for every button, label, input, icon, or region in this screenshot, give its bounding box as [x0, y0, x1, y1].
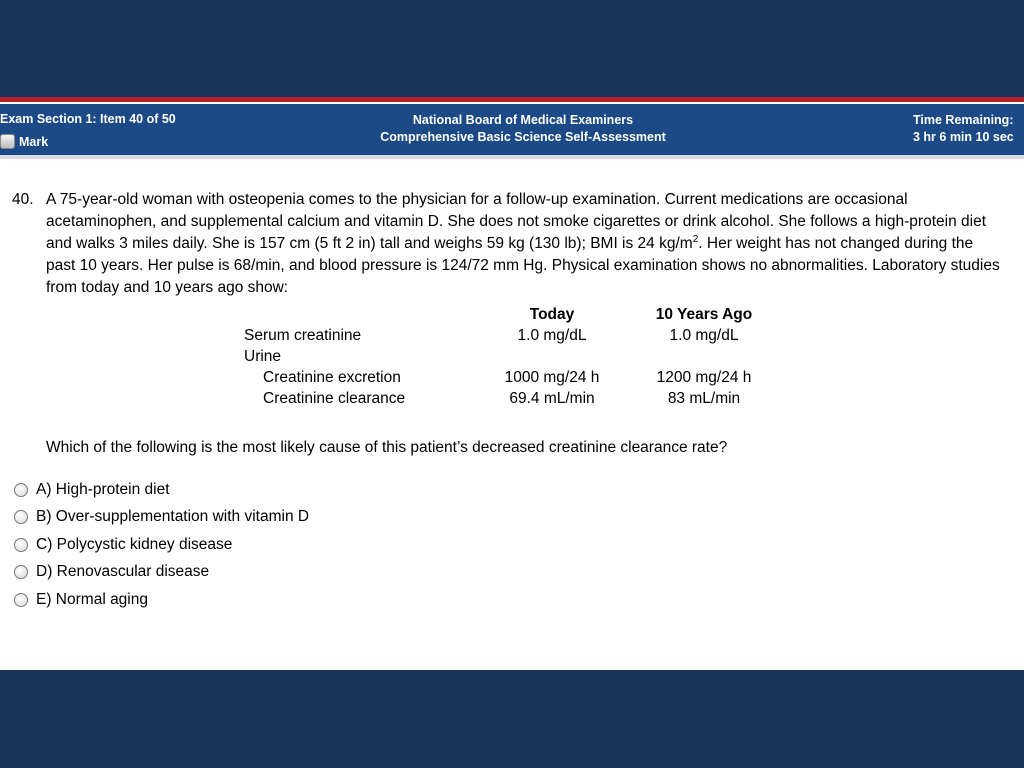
timer: [913, 112, 1014, 146]
stem-part-b: . Her weight has not changed during the past 10 years. Her pulse is 68/min, and blood pressure is 124/72 mm Hg. Physical examination shows no abnormalities. Laboratory studies from today and 10 years ago show:: [46, 235, 1000, 296]
radio-icon[interactable]: [14, 538, 28, 552]
question-stem: [12, 189, 1012, 299]
radio-icon[interactable]: [14, 483, 28, 497]
exam-title: Comprehensive Basic Science Self-Assessment: [380, 130, 666, 144]
answer-option-d[interactable]: [14, 559, 309, 587]
header-today: Today: [529, 305, 575, 323]
row-today: 69.4 mL/min: [509, 389, 595, 407]
item-counter: Exam Section 1: Item 40 of 50: [0, 112, 176, 126]
time-remaining-label: Time Remaining:: [913, 113, 1014, 127]
row-label: Urine: [244, 347, 282, 365]
exam-title-block: [0, 112, 1024, 146]
question-panel: [0, 159, 1024, 670]
option-label[interactable]: C) Polycystic kidney disease: [36, 535, 233, 553]
time-remaining-value: 3 hr 6 min 10 sec: [913, 130, 1014, 144]
row-past: 83 mL/min: [667, 389, 741, 407]
row-label: Creatinine excretion: [263, 368, 401, 386]
stem-superscript: 2: [692, 233, 699, 245]
answer-option-a[interactable]: [14, 476, 309, 504]
table-header-row: [244, 304, 765, 325]
option-label[interactable]: E) Normal aging: [36, 590, 148, 608]
radio-icon[interactable]: [14, 565, 28, 579]
stem-part-a: A 75-year-old woman with osteopenia comes to the physician for a follow-up examination. Current medications are occasional acetaminophen, and supplemental calcium and vitamin D. She does not smoke cigarettes or drink alcohol. She follows a high-protein diet and walks 3 miles daily. She is 157 cm (5 ft 2 in) tall and weighs 59 kg (130 lb); BMI is 24 kg/m: [46, 191, 986, 252]
stem-text: [46, 189, 1006, 299]
row-past: 1.0 mg/dL: [669, 326, 739, 344]
table-row: [244, 346, 765, 367]
table-row: [244, 325, 765, 346]
table-row: [244, 367, 765, 388]
header-10-years-ago: 10 Years Ago: [655, 305, 753, 323]
radio-icon[interactable]: [14, 510, 28, 524]
answer-option-b[interactable]: [14, 504, 309, 532]
option-label[interactable]: B) Over-supplementation with vitamin D: [36, 508, 310, 526]
table-row: [244, 388, 765, 409]
row-label: Creatinine clearance: [263, 389, 406, 407]
mark-label[interactable]: Mark: [19, 134, 49, 149]
row-past: 1200 mg/24 h: [656, 368, 752, 386]
row-today: 1000 mg/24 h: [504, 368, 600, 386]
row-label: Serum creatinine: [244, 326, 362, 344]
option-label[interactable]: D) Renovascular disease: [36, 563, 210, 581]
question-lead-in: Which of the following is the most likely cause of this patient’s decreased creatinine clearance rate?: [46, 439, 728, 456]
answer-options: [14, 476, 309, 614]
question-number: 40.: [12, 191, 34, 208]
answer-option-c[interactable]: [14, 531, 309, 559]
lab-results-table: [244, 304, 765, 409]
exam-header: [0, 104, 1024, 155]
radio-icon[interactable]: [14, 593, 28, 607]
answer-option-e[interactable]: [14, 586, 309, 614]
option-label[interactable]: A) High-protein diet: [36, 480, 170, 498]
org-name: National Board of Medical Examiners: [412, 113, 634, 127]
row-past: [643, 346, 765, 367]
row-today: 1.0 mg/dL: [517, 326, 587, 344]
row-today: [491, 346, 613, 367]
